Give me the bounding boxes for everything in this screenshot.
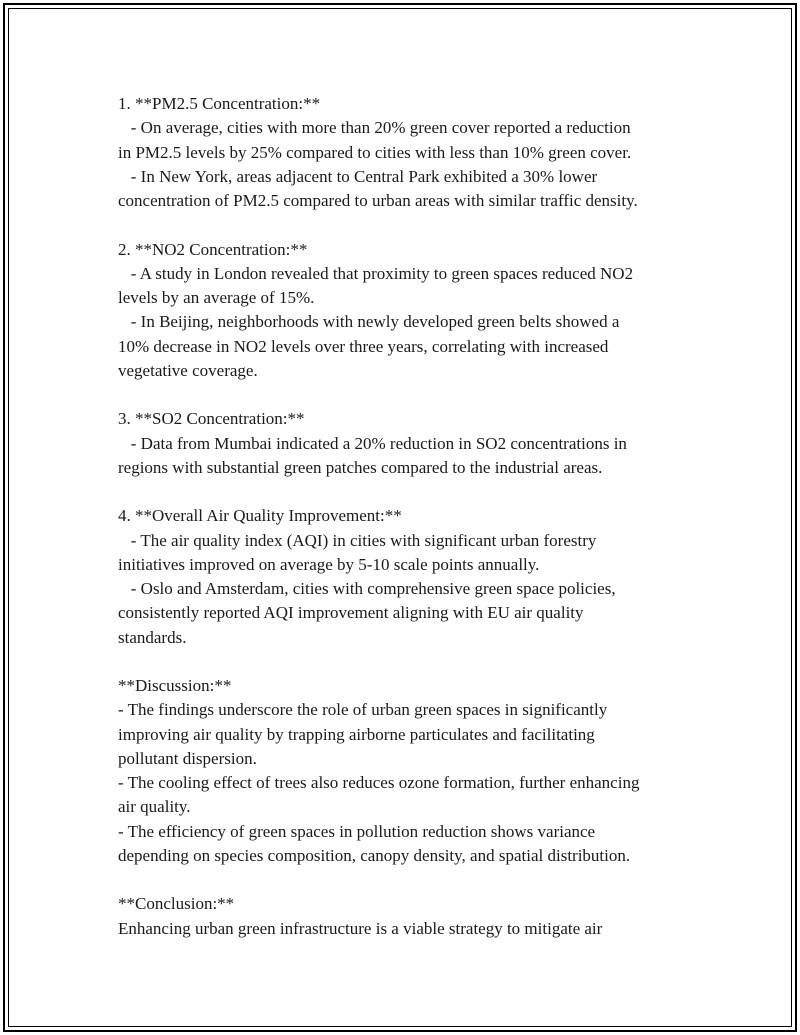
- text-line: concentration of PM2.5 compared to urban areas with similar traffic density.: [118, 191, 638, 210]
- text-line: 3. **SO2 Concentration:**: [118, 409, 305, 429]
- text-line: in PM2.5 levels by 25% compared to cities with less than 10% green cover.: [118, 142, 632, 162]
- text-line: levels by an average of 15%.: [118, 288, 315, 307]
- blank-line: [118, 213, 693, 237]
- text-line: 10% decrease in NO2 levels over three years, correlating with increased: [118, 336, 609, 356]
- text-line: consistently reported AQI improvement aligning with EU air quality: [118, 603, 584, 623]
- text-line: - On average, cities with more than 20% green cover reported a reduction: [118, 118, 631, 138]
- blank-line: [118, 650, 693, 674]
- text-line: - In New York, areas adjacent to Central Park exhibited a 30% lower: [118, 166, 598, 186]
- text-line: 1. **PM2.5 Concentration:**: [118, 94, 321, 113]
- text-line: 4. **Overall Air Quality Improvement:**: [118, 506, 402, 526]
- blank-line: [118, 383, 693, 407]
- text-line: - The efficiency of green spaces in pollution reduction shows variance: [118, 821, 596, 841]
- text-line: air quality.: [118, 797, 191, 817]
- text-line: improving air quality by trapping airborne particulates and facilitating: [118, 724, 595, 744]
- text-line: - The findings underscore the role of urban green spaces in significantly: [118, 700, 608, 720]
- text-line: depending on species composition, canopy density, and spatial distribution.: [118, 845, 631, 865]
- text-line: **Discussion:**: [118, 676, 232, 695]
- text-line: **Conclusion:**: [118, 894, 235, 914]
- text-line: initiatives improved on average by 5-10 scale points annually.: [118, 554, 540, 574]
- text-line: regions with substantial green patches compared to the industrial areas.: [118, 457, 603, 477]
- text-line: - A study in London revealed that proximity to green spaces reduced NO2: [118, 263, 634, 283]
- text-line: - The air quality index (AQI) in cities with significant urban forestry: [118, 530, 597, 550]
- text-line: standards.: [118, 627, 187, 647]
- text-line: Enhancing urban green infrastructure is a viable strategy to mitigate air: [118, 918, 603, 938]
- text-line: 2. **NO2 Concentration:**: [118, 239, 308, 259]
- text-line: - Data from Mumbai indicated a 20% reduction in SO2 concentrations in: [118, 433, 627, 453]
- text-line: - In Beijing, neighborhoods with newly developed green belts showed a: [118, 312, 620, 332]
- blank-line: [118, 868, 693, 892]
- text-line: - The cooling effect of trees also reduces ozone formation, further enhancing: [118, 773, 640, 792]
- text-line: pollutant dispersion.: [118, 748, 257, 768]
- text-line: vegetative coverage.: [118, 360, 258, 380]
- text-line: - Oslo and Amsterdam, cities with comprehensive green space policies,: [118, 579, 616, 598]
- document-body: [118, 92, 693, 941]
- blank-line: [118, 480, 693, 504]
